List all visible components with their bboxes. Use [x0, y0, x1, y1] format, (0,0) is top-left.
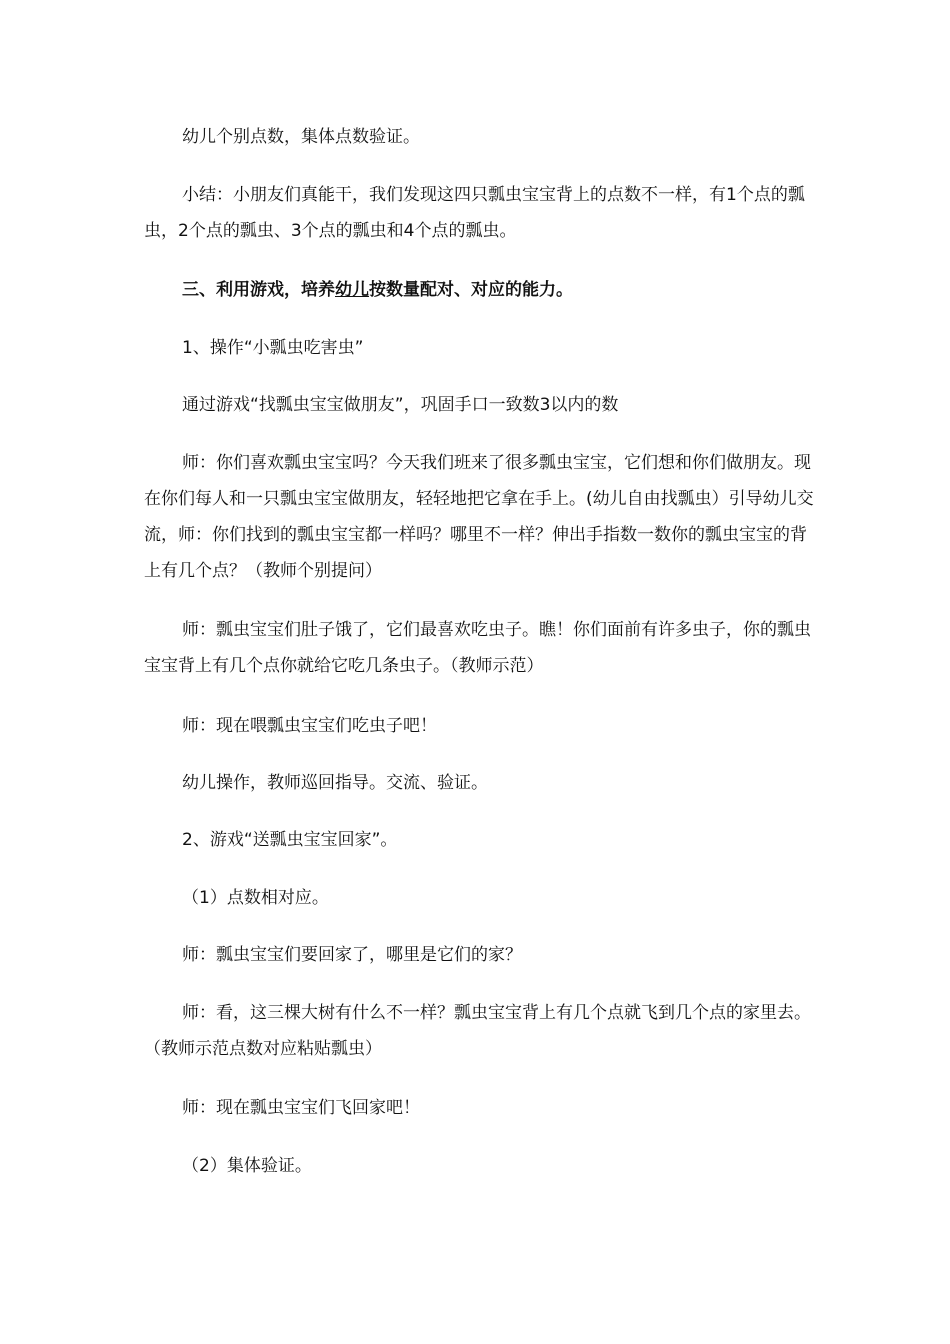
paragraph-activity-1: 1、操作“小瓢虫吃害虫”: [182, 338, 364, 358]
paragraph-teacher-question: 师：你们喜欢瓢虫宝宝吗？今天我们班来了很多瓢虫宝宝，它们想和你们做朋友。现在你们每人和一只瓢虫宝宝做朋友，轻轻地把它拿在手上。(幼儿自由找瓢虫）引导幼儿交流，师：你们找到的瓢虫宝宝都一样吗？哪里不一样？伸出手指数一数你的瓢虫宝宝的背上有几个点？（教师个别提问）: [144, 453, 814, 581]
paragraph-step-2: （2）集体验证。: [182, 1156, 312, 1176]
paragraph-teacher-fly-home: 师：现在瓢虫宝宝们飞回家吧！: [182, 1098, 420, 1118]
paragraph-activity-2: 2、游戏“送瓢虫宝宝回家”。: [182, 830, 398, 850]
section-heading-underlined: 幼儿: [335, 280, 369, 300]
paragraph-teacher-feed-now: 师：现在喂瓢虫宝宝们吃虫子吧！: [182, 716, 437, 736]
paragraph-children-operate: 幼儿操作，教师巡回指导。交流、验证。: [182, 773, 488, 793]
paragraph-game-intro: 通过游戏“找瓢虫宝宝做朋友”，巩固手口一致数3以内的数: [182, 395, 619, 415]
paragraph-teacher-trees: 师：看，这三棵大树有什么不一样？瓢虫宝宝背上有几个点就飞到几个点的家里去。（教师示范点数对应粘贴瓢虫）: [144, 1003, 811, 1059]
section-heading: [144, 272, 814, 308]
paragraph-individual-count: 幼儿个别点数，集体点数验证。: [182, 127, 420, 147]
section-heading-after: 按数量配对、对应的能力。: [369, 280, 573, 300]
paragraph-teacher-feeding: 师：瓢虫宝宝们肚子饿了，它们最喜欢吃虫子。瞧！你们面前有许多虫子，你的瓢虫宝宝背上有几个点你就给它吃几条虫子。（教师示范）: [144, 620, 811, 676]
paragraph-teacher-home: 师：瓢虫宝宝们要回家了，哪里是它们的家？: [182, 945, 522, 965]
paragraph-summary: 小结：小朋友们真能干，我们发现这四只瓢虫宝宝背上的点数不一样，有1个点的瓢虫，2个点的瓢虫、3个点的瓢虫和4个点的瓢虫。: [144, 185, 805, 241]
section-heading-before: 三、利用游戏，培养: [182, 280, 335, 300]
paragraph-step-1: （1）点数相对应。: [182, 888, 329, 908]
